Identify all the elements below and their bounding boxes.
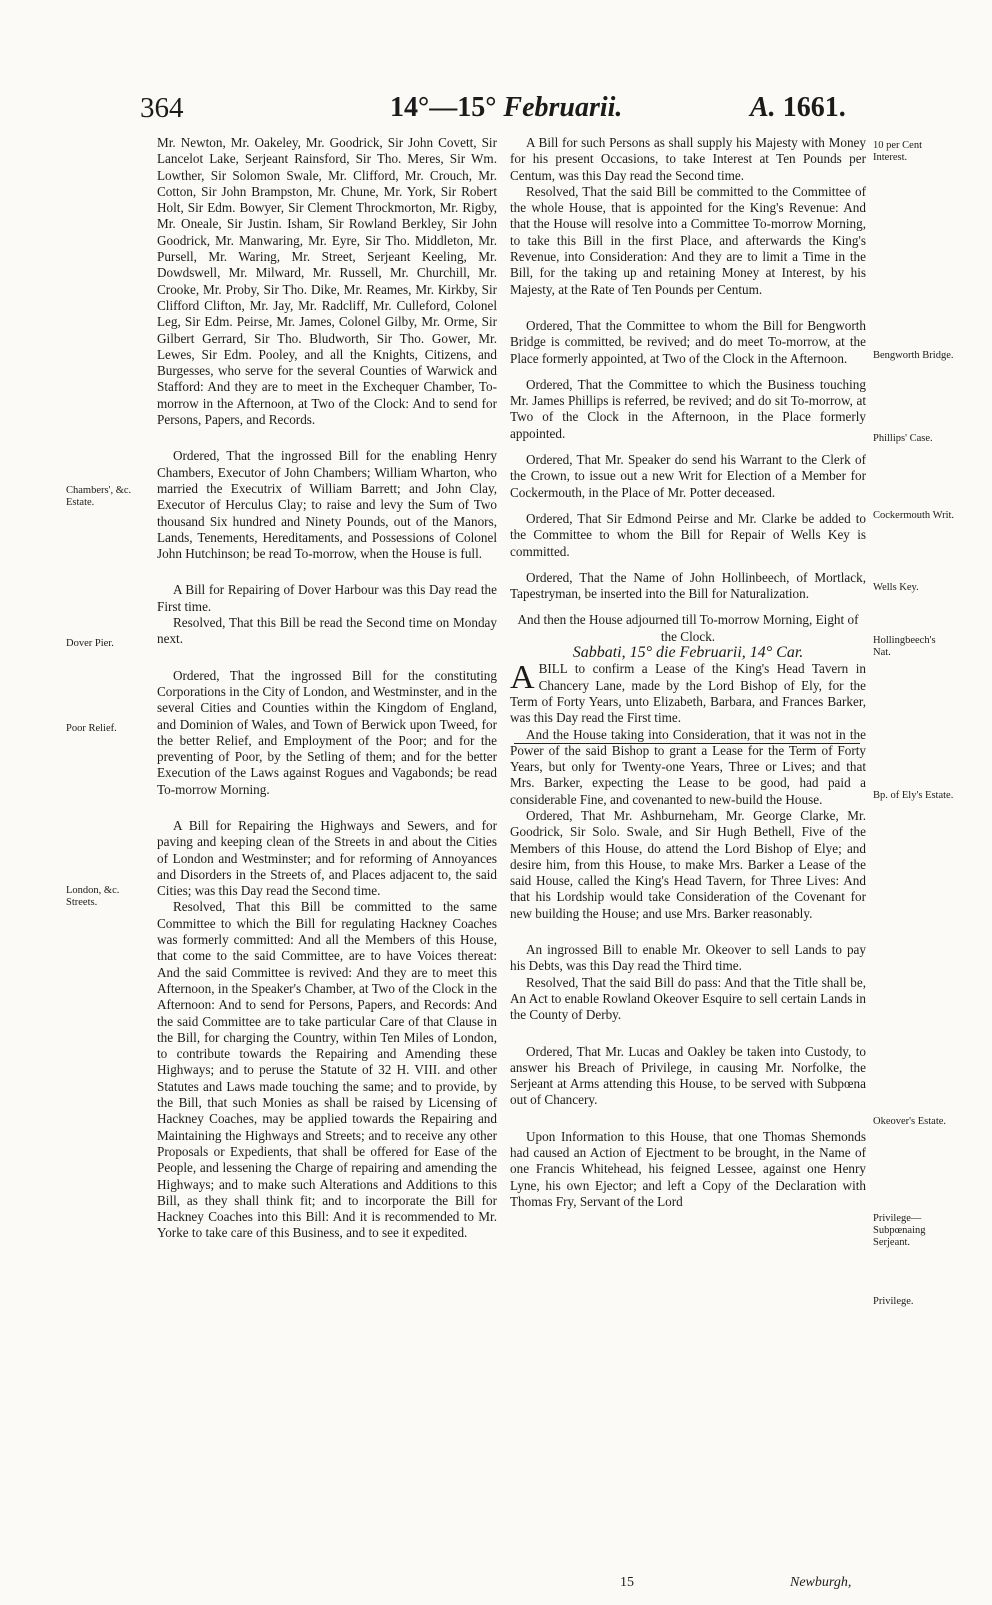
header-dates: 14°—15° Februarii.: [390, 92, 623, 123]
page-header: [140, 92, 890, 134]
poor-paragraph: Ordered, That the ingrossed Bill for the constituting Corporations in the City of London, and Westminster, and in the several Cities and Counties within the Kingdom of England, and Dominion of Wales, and Town of Berwick upon Tweed, for the better Relief, and Employment of the Poor; and for the preventing of Poor, by the Setling of them; and for the better Execution of the Laws against Rogues and Vagabonds; be read To-morrow Morning.: [157, 667, 497, 797]
adjournment-line: And then the House adjourned till To-morrow Morning, Eight of the Clock.: [517, 612, 859, 644]
privilege-paragraph-2: Upon Information to this House, that one Thomas Shemonds had caused an Action of Ejectment to be brought, in the Name of one Francis Whitehead, his feigned Lessee, against one Henry Lyne, his own Ejector; and left a Copy of the Declaration with Thomas Fry, Servant of the Lord: [510, 1128, 866, 1209]
chambers-paragraph: Ordered, That the ingrossed Bill for the enabling Henry Chambers, Executor of John Chambers; William Wharton, who married the Executrix of William Barrett; and John Clay, Executor of Herculus Clay; to raise and levy the Sum of Two thousand Six hundred and Ninety Pounds, out of the Manors, Lands, Tenements, Hereditaments, and Possessions of Colonel John Hutchinson; be read To-morrow, when the House is full.: [157, 448, 497, 562]
catchword: Newburgh,: [790, 1575, 852, 1590]
sabbati-heading: Sabbati, 15° die Februarii, 14° Car.: [572, 644, 804, 662]
okeover-paragraph-1: An ingrossed Bill to enable Mr. Okeover to sell Lands to pay his Debts, was this Day read the Third time.: [510, 942, 866, 974]
margin-note-cockermouth: Cockermouth Writ.: [873, 510, 955, 521]
cockermouth-paragraph: Ordered, That Mr. Speaker do send his Warrant to the Clerk of the Crown, to issue out a new Writ for Election of a Member for Cockermouth, in the Place of Mr. Potter deceased.: [510, 452, 866, 500]
margin-note-chambers: Chambers', &c. Estate.: [66, 485, 132, 508]
margin-note-london: London, &c. Streets.: [66, 885, 120, 908]
hollinbeech-paragraph: Ordered, That the Name of John Hollinbeech, of Mortlack, Tapestryman, be inserted into the Bill for Naturalization.: [510, 569, 866, 602]
members-list: Mr. Newton, Mr. Oakeley, Mr. Goodrick, Sir John Covett, Sir Lancelot Lake, Serjeant Rainsford, Sir Tho. Meres, Sir Wm. Lowther, Sir Solomon Swale, Mr. Clifford, Mr. Crouch, Mr. Cotton, Sir John Brampston, Mr. Chune, Mr. York, Sir Robert Holt, Sir Edm. Bowyer, Sir Clement Throckmorton, Mr. Rigby, Mr. Oneale, Sir Justin. Isham, Sir Rowland Berkley, Sir John Goodrick, Mr. Manwaring, Mr. Eyre, Sir Tho. Middleton, Mr. Pursell, Mr. Waring, Mr. Street, Serjeant Keeling, Mr. Dowdswell, Mr. Milward, Mr. Russell, Mr. Churchill, Mr. Crooke, Mr. Proby, Sir Tho. Dike, Mr. Reames, Mr. Kirkby, Sir Clifford Clifton, Mr. Jay, Mr. Radcliff, Mr. Culleford, Colonel Leg, Sir Edm. Peirse, Mr. James, Colonel Gilby, Mr. Orme, Sir Gilbert Gerrard, Sir Tho. Bludworth, Sir Tho. Gower, Mr. Lewes, Sir Edm. Pooley, and all the Knights, Citizens, and Burgesses, who serve for the several Counties of Warwick and Stafford: And they are to meet in the Exchequer Chamber, To-morrow in the Afternoon, at Two of the Clock: And to send for Persons, Papers, and Records.: [157, 135, 497, 428]
ely-paragraph-3: Ordered, That Mr. Ashburneham, Mr. George Clarke, Mr. Goodrick, Sir Solo. Swale, and Sir Hugh Bethell, Five of the Members of this House, do attend the Lord Bishop of Elye; and desire him, from this House, to make Mrs. Barker a Lease of the said House, called the King's Head Tavern, for Three Lives: And that his Lordship would take Consideration of the Covenant for new building the House; and use Mrs. Barker reasonably.: [510, 807, 866, 921]
margin-note-phillips: Phillips' Case.: [873, 433, 933, 444]
interest-paragraph-1: A Bill for such Persons as shall supply his Majesty with Money for his present Occasions, to take Interest at Ten Pounds per Centum, was this Day read the Second time.: [510, 135, 866, 183]
london-paragraph-2: Resolved, That this Bill be committed to the same Committee to which the Bill for regulating Hackney Coaches was formerly committed: And all the Members of this House, that come to the said Committee, are to have Voices thereat: And the said Committee is revived: And they are to meet this Afternoon, in the Speaker's Chamber, at Two of the Clock in the Afternoon: And to send for Persons, Papers, and Records: And the said Committee are to take particular Care of that Clause in the Bill, for charging the Country, within Ten Miles of London, to contribute towards the Repairing and Amending these Highways; and to peruse the Statute of 32 H. VIII. and other Statutes and Laws made touching the same; and to provide, by the Bill, that such Monies as shall be raised by Licensing of Hackney Coaches, may be applied towards the Repairing and Maintaining the Highways and Streets; and to receive any other Proposals or Expedients, that shall be offered for Ease of the People, and lessening the Charge of repairing and amending the Highways; and to make such Alterations and Additions to this Bill, as they shall think fit; and to incorporate the Bill for Hackney Coaches into this Bill: And it is recommended to Mr. Yorke to take care of this Business, and to see it expedited.: [157, 899, 497, 1241]
ely-paragraph-1: ABILL to confirm a Lease of the King's Head Tavern in Chancery Lane, made by the Lord Bishop of Ely, for the Term of Forty Years, unto Elizabeth, Barbara, and Frances Barker, was this Day read the First time.: [510, 659, 866, 726]
margin-note-privilege: Privilege—Subpœnaing Serjeant.: [873, 1213, 926, 1248]
ely-paragraph-2: And the House taking into Consideration, that it was not in the Power of the said Bishop to grant a Lease for the Term of Forty Years, but only for Twenty-one Years, Three or Lives; and that Mrs. Barker, expecting the Lease to be good, had paid a considerable Fine, and covenanted to new-build the House.: [510, 726, 866, 807]
right-column: [510, 135, 866, 1210]
dover-paragraph-2: Resolved, That this Bill be read the Second time on Monday next.: [157, 615, 497, 647]
wells-paragraph: Ordered, That Sir Edmond Peirse and Mr. Clarke be added to the Committee to whom the Bill for Repair of Wells Key is committed.: [510, 510, 866, 559]
margin-note-wells: Wells Key.: [873, 582, 919, 593]
header-year: A. 1661.: [750, 92, 846, 123]
margin-note-bengworth: Bengworth Bridge.: [873, 350, 954, 361]
left-column: [157, 135, 497, 1242]
london-paragraph-1: A Bill for Repairing the Highways and Sewers, and for paving and keeping clean of the Streets in and about the Cities of London and Westminster; and for reforming of Annoyances and Disorders in the Streets of, and Places adjacent to, the said Cities; was this Day read the Second time.: [157, 817, 497, 899]
margin-note-ely: Bp. of Ely's Estate.: [873, 790, 954, 801]
bengworth-paragraph: Ordered, That the Committee to whom the Bill for Bengworth Bridge is committed, be revived; and do meet To-morrow, at the Place formerly appointed, at Two of the Clock in the Afternoon.: [510, 317, 866, 366]
margin-note-poor: Poor Relief.: [66, 723, 117, 734]
margin-note-okeover: Okeover's Estate.: [873, 1116, 947, 1127]
margin-note-privilege-2: Privilege.: [873, 1296, 914, 1307]
privilege-paragraph: Ordered, That Mr. Lucas and Oakley be taken into Custody, to answer his Breach of Privilege, in causing Mr. Norfolke, the Serjeant at Arms attending this House, to be served with Subpœna out of Chancery.: [510, 1043, 866, 1108]
page-number: 364: [140, 92, 184, 124]
margin-note-hollinbeech: Hollingbeech's Nat.: [873, 635, 936, 658]
signature-mark: 15: [620, 1575, 634, 1590]
margin-note-interest: 10 per Cent Interest.: [873, 140, 922, 163]
margin-note-dover: Dover Pier.: [66, 638, 114, 649]
dover-paragraph-1: A Bill for Repairing of Dover Harbour was this Day read the First time.: [157, 582, 497, 614]
drop-cap: A: [510, 659, 535, 697]
okeover-paragraph-2: Resolved, That the said Bill do pass: And that the Title shall be, An Act to enable Rowland Okeover Esquire to sell certain Lands in the County of Derby.: [510, 974, 866, 1023]
phillips-paragraph: Ordered, That the Committee to which the Business touching Mr. James Phillips is referred, be revived; and do sit To-morrow, at Two of the Clock in the Afternoon, in the Place formerly appointed.: [510, 376, 866, 441]
interest-paragraph-2: Resolved, That the said Bill be committed to the Committee of the whole House, that is appointed for the King's Revenue: And that the House will resolve into a Committee To-morrow Morning, to take this Bill in the first Place, and afterwards the King's Revenue, into Consideration: And they are to limit a Time in the Bill, for the taking up and retaining Money at Interest, by his Majesty, at the Rate of Ten Pounds per Centum.: [510, 183, 866, 297]
